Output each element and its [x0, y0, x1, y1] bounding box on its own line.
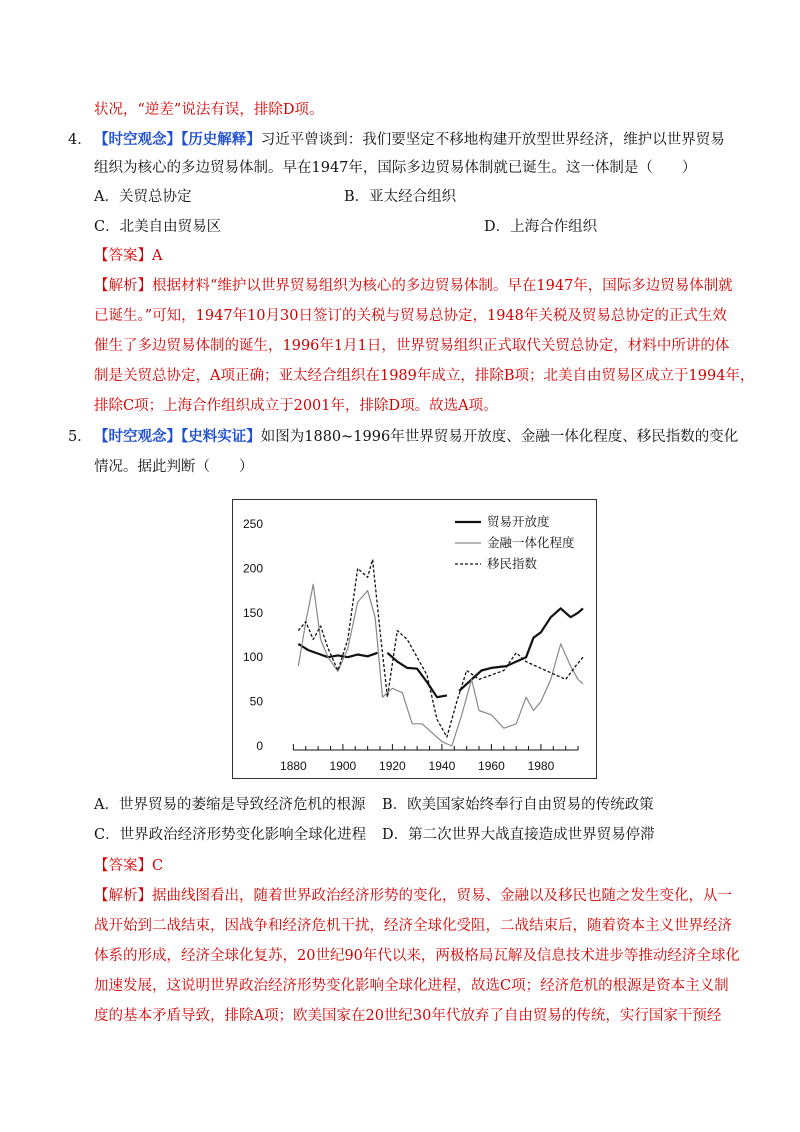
option-c[interactable]: C．世界政治经济形势变化影响全球化进程	[94, 827, 367, 843]
option-d[interactable]: D．上海合作组织	[484, 219, 598, 235]
y-tick-label: 200	[242, 561, 263, 576]
legend-label: 贸易开放度	[487, 515, 550, 529]
answer: 【答案】A	[94, 248, 163, 264]
analysis-line: 催生了多边贸易体制的诞生，1996年1月1日，世界贸易组织正式取代关贸总协定，材料中所讲的体	[94, 338, 730, 354]
x-tick-label: 1900	[329, 759, 357, 773]
question-4-stem-line1	[94, 130, 725, 150]
option-a[interactable]: A．世界贸易的萎缩是导致经济危机的根源	[94, 797, 366, 813]
question-number: 5．	[68, 429, 92, 445]
chart-svg	[233, 500, 596, 778]
tag-spacetime: 【时空观念】	[94, 131, 181, 148]
question-4-stem-line2: 组织为核心的多边贸易体制。早在1947年，国际多边贸易体制就已诞生。这一体制是（ ）	[94, 160, 697, 176]
analysis-tag: 【解析】	[94, 888, 152, 904]
question-5-stem-line1	[94, 427, 738, 447]
analysis-line: 制是关贸总协定，A项正确；亚太经合组织在1989年成立，排除B项；北美自由贸易区成立于1994年，	[94, 368, 755, 384]
legend-label: 金融一体化程度	[487, 536, 575, 550]
series-line-2	[298, 584, 583, 746]
legend-label: 移民指数	[487, 557, 538, 571]
option-c[interactable]: C．北美自由贸易区	[94, 219, 222, 235]
y-tick-label: 50	[249, 694, 263, 709]
x-tick-label: 1960	[478, 759, 505, 773]
series-line-1	[298, 644, 377, 657]
tag-spacetime: 【时空观念】	[94, 428, 181, 445]
tag-evidence: 【史料实证】	[181, 428, 261, 445]
y-tick-label: 0	[256, 739, 263, 753]
analysis-line: 体系的形成，经济全球化复苏，20世纪90年代以来，两极格局瓦解及信息技术进步等推动经济全球化	[94, 948, 740, 964]
option-b[interactable]: B．欧美国家始终奉行自由贸易的传统政策	[382, 797, 654, 813]
answer: 【答案】C	[94, 858, 164, 874]
y-tick-label: 150	[242, 605, 263, 620]
x-tick-label: 1980	[527, 759, 555, 773]
question-number: 4．	[68, 132, 92, 148]
analysis-line: 度的基本矛盾导致，排除A项；欧美国家在20世纪30年代放弃了自由贸易的传统，实行国家干预经	[94, 1008, 722, 1024]
option-a[interactable]: A．关贸总协定	[94, 189, 192, 205]
analysis-line	[94, 886, 732, 906]
series-line-3	[298, 560, 583, 738]
analysis-line: 战开始到二战结束，因战争和经济危机干扰，经济全球化受阻，二战结束后，随着资本主义世界经济	[94, 918, 732, 934]
option-b[interactable]: B．亚太经合组织	[344, 189, 457, 205]
tag-history-explanation: 【历史解释】	[181, 131, 261, 148]
option-d[interactable]: D．第二次世界大战直接造成世界贸易停滞	[382, 827, 655, 843]
analysis-text: 据曲线图看出，随着世界政治经济形势的变化，贸易、金融以及移民也随之发生变化，从一	[152, 888, 732, 904]
question-text: 如图为1880~1996年世界贸易开放度、金融一体化程度、移民指数的变化	[260, 429, 739, 445]
y-tick-label: 100	[242, 650, 263, 665]
analysis-line: 已诞生。”可知，1947年10月30日签订的关税与贸易总协定，1948年关税及贸易总协定的正式生效	[94, 308, 727, 324]
x-tick-label: 1880	[280, 759, 307, 773]
line-chart	[232, 499, 597, 779]
y-tick-label: 250	[242, 517, 263, 531]
question-5-stem-line2: 情况。据此判断（ ）	[94, 459, 254, 475]
analysis-line	[94, 276, 733, 296]
analysis-line: 排除C项；上海合作组织成立于2001年，排除D项。故选A项。	[94, 398, 498, 414]
analysis-line: 加速发展，这说明世界政治经济形势变化影响全球化进程，故选C项；经济危机的根源是资本主义制	[94, 978, 729, 994]
x-tick-label: 1940	[428, 759, 456, 773]
question-text: 习近平曾谈到：我们要坚定不移地构建开放型世界经济，维护以世界贸易	[260, 132, 725, 148]
analysis-tag: 【解析】	[94, 278, 152, 294]
analysis-text: 根据材料“维护以世界贸易组织为核心的多边贸易体制。早在1947年，国际多边贸易体制就	[152, 278, 733, 294]
x-tick-label: 1920	[379, 759, 406, 773]
series-line-1	[459, 608, 583, 691]
previous-analysis-tail: 状况，“逆差”说法有误，排除D项。	[94, 102, 324, 118]
